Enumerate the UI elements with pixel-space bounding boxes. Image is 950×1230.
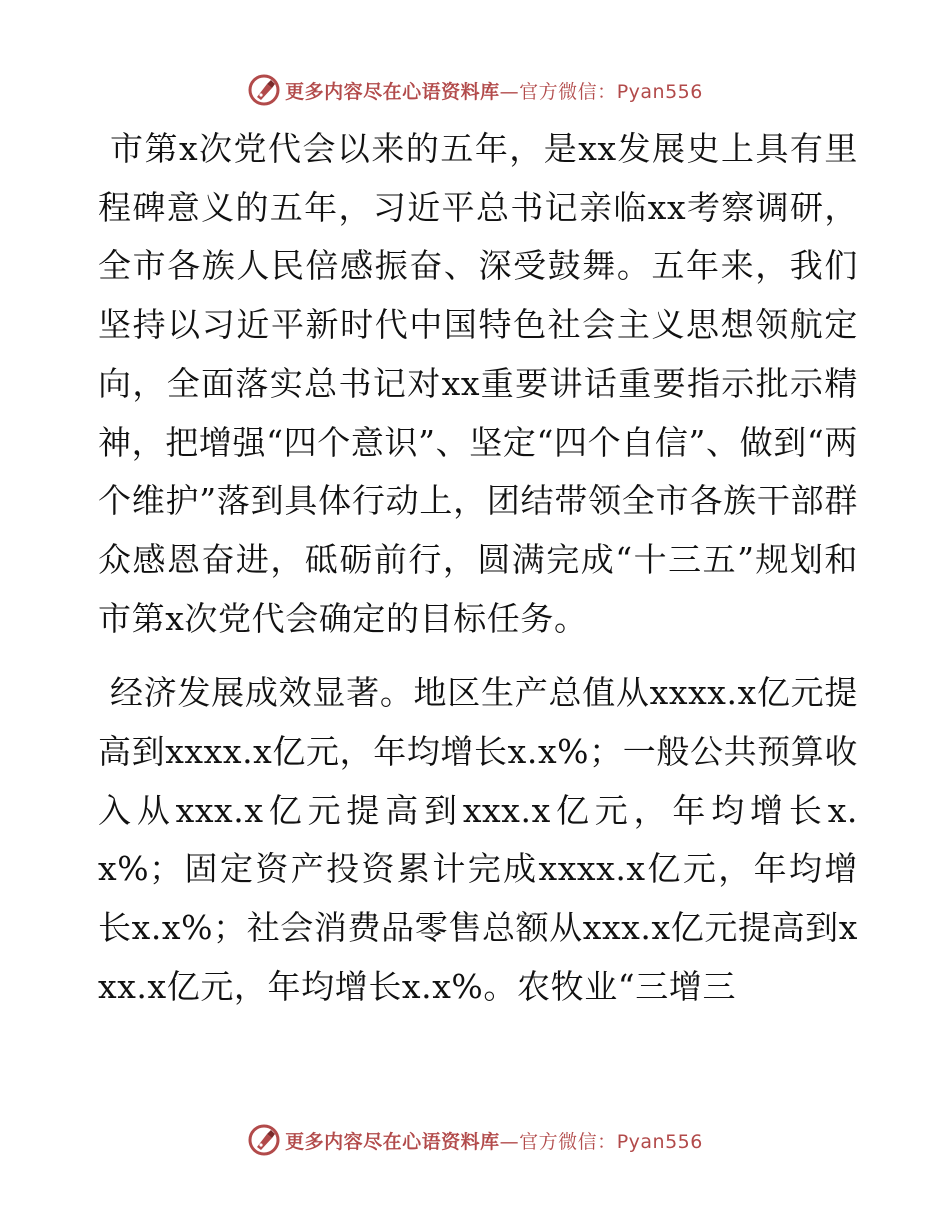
footer-watermark [0,1120,950,1160]
document-body [98,120,858,1017]
watermark-text [285,77,703,104]
paragraph-economy: 经济发展成效显著。地区生产总值从xxxx.x亿元提高到xxxx.x亿元，年均增长x.x%；一般公共预算收入从xxx.x亿元提高到xxx.x亿元，年均增长x.x%；固定资产投资累计完成xxxx.x亿元，年均增长x.x%；社会消费品零售总额从xxx.x亿元提高到xxx.x亿元，年均增长x.x%。农牧业“三增三 [98,673,858,1006]
pen-nib-logo-icon [247,73,281,107]
paragraph-intro: 市第x次党代会以来的五年，是xx发展史上具有里程碑意义的五年，习近平总书记亲临xx考察调研，全市各族人民倍感振奋、深受鼓舞。五年来，我们坚持以习近平新时代中国特色社会主义思想领航定向，全面落实总书记对xx重要讲话重要指示批示精神，把增强“四个意识”、坚定“四个自信”、做到“两个维护”落到具体行动上，团结带领全市各族干部群众感恩奋进，砥砺前行，圆满完成“十三五”规划和市第x次党代会确定的目标任务。 [98,129,858,638]
watermark-separator: — [499,80,520,103]
watermark-main-text: 更多内容尽在心语资料库 [285,1130,500,1153]
watermark-separator: — [499,1130,520,1153]
watermark-wechat-id: Pyan556 [616,1130,703,1153]
pen-nib-logo-icon [247,1123,281,1157]
watermark-main-text: 更多内容尽在心语资料库 [285,80,500,103]
watermark-text [285,1127,703,1154]
watermark-wechat-label: 官方微信： [519,80,617,103]
header-watermark [0,70,950,110]
watermark-wechat-id: Pyan556 [616,80,703,103]
watermark-wechat-label: 官方微信： [519,1130,617,1153]
